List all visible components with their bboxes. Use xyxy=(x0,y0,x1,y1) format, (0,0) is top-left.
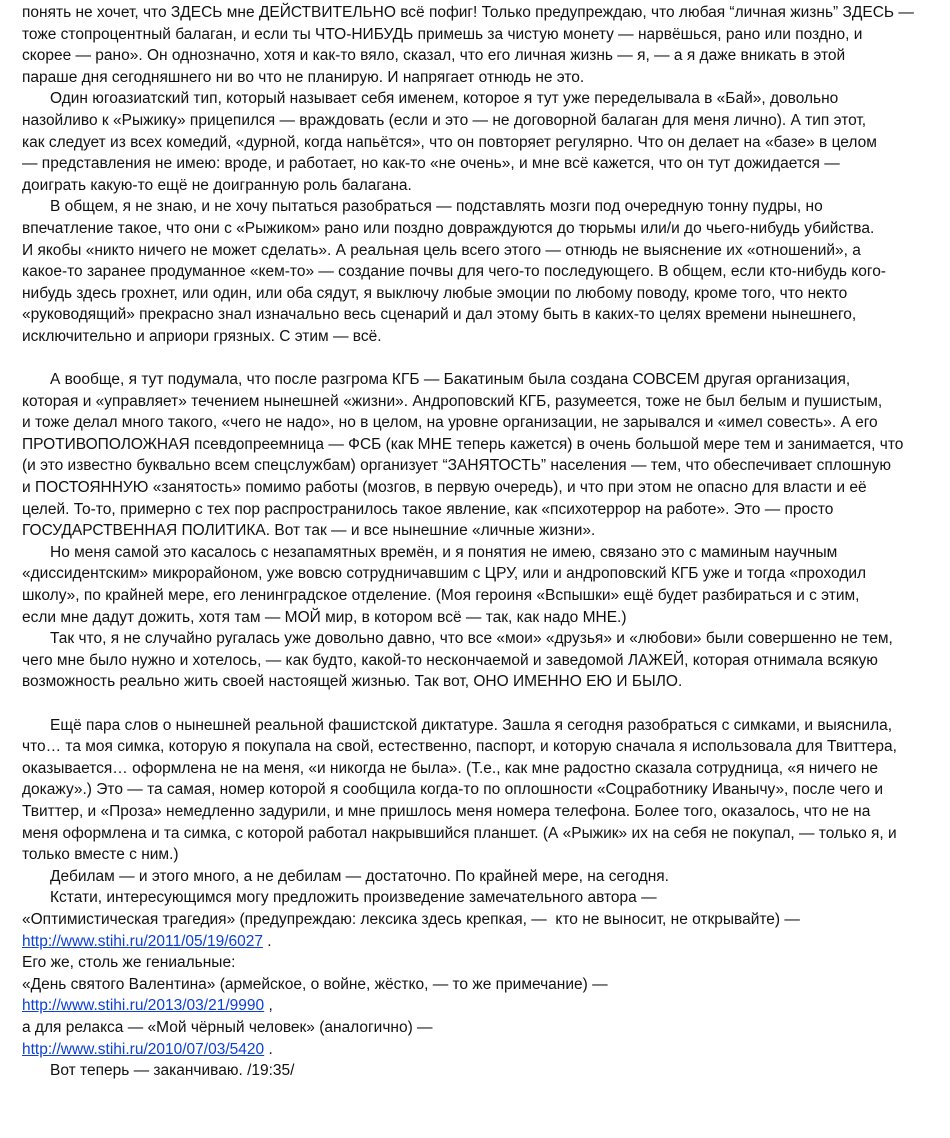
text-segment: Так что, я не случайно ругалась уже довольно давно, что все «мои» «друзья» и «любови» были совершенно не тем, xyxy=(50,630,893,648)
text-line xyxy=(22,455,932,477)
text-segment: «руководящий» прекрасно знал изначально весь сценарий и дал этому быть в каких-то целях времени нынешнего, xyxy=(22,306,857,324)
text-segment: назойливо к «Рыжику» прицепился — враждовать (если и это — не договорной балаган для меня лично). А тип этот, xyxy=(22,111,867,129)
text-line xyxy=(22,196,932,218)
text-segment: Дебилам — и этого много, а не дебилам — достаточно. По крайней мере, на сегодня. xyxy=(50,867,669,885)
text-line xyxy=(22,218,932,240)
text-segment: ПРОТИВОПОЛОЖНАЯ псевдопреемница — ФСБ (как МНЕ теперь кажется) в очень большой мере тем и занимается, что xyxy=(22,435,904,453)
text-line xyxy=(22,995,932,1017)
text-line xyxy=(22,132,932,154)
text-segment: Ещё пара слов о нынешней реальной фашистской диктатуре. Зашла я сегодня разобраться с симками, и выяснила, xyxy=(50,716,893,734)
text-segment: «День святого Валентина» (армейское, о войне, жёстко, — то же примечание) — xyxy=(22,975,608,993)
text-line xyxy=(22,326,932,348)
text-line xyxy=(22,240,932,262)
text-segment: . xyxy=(264,1040,273,1058)
text-segment: что… та моя симка, которую я покупала на свой, естественно, паспорт, и которую сначала я использовала для Твиттера, xyxy=(22,738,897,756)
text-line xyxy=(22,823,932,845)
text-line xyxy=(22,758,932,780)
text-segment: Его же, столь же гениальные: xyxy=(22,954,236,972)
text-segment: Но меня самой это касалось с незапамятных времён, и я понятия не имею, связано это с маминым научным xyxy=(50,543,838,561)
text-segment: и тоже делал много такого, «чего не надо», но в целом, на уровне организации, не зарывался и «имел совесть». А его xyxy=(22,414,878,432)
hyperlink[interactable]: http://www.stihi.ru/2011/05/19/6027 xyxy=(22,932,263,950)
hyperlink[interactable]: http://www.stihi.ru/2010/07/03/5420 xyxy=(22,1040,265,1058)
text-segment: ГОСУДАРСТВЕННАЯ ПОЛИТИКА. Вот так — и все нынешние «личные жизни». xyxy=(22,522,596,540)
text-segment: Один югоазиатский тип, который называет себя именем, которое я тут уже переделывала в «Бай», довольно xyxy=(50,90,839,108)
text-line xyxy=(22,520,932,542)
hyperlink[interactable]: http://www.stihi.ru/2013/03/21/9990 xyxy=(22,997,265,1015)
text-line xyxy=(22,67,932,89)
text-segment: возможность реально жить своей настоящей жизнью. Так вот, ОНО ИМЕННО ЕЮ И БЫЛО. xyxy=(22,673,683,691)
blank-line xyxy=(22,348,932,370)
text-segment: (и это известно буквально всем спецслужбам) организует “ЗАНЯТОСТЬ” населения — тем, что обеспечивает сплошную xyxy=(22,457,891,475)
text-segment: оказывается… оформлена не на меня, «и никогда не была». (Т.е., как мне радостно сказала сотрудница, «я ничего не xyxy=(22,759,879,777)
text-segment: чего мне было нужно и хотелось, — как будто, какой-то нескончаемой и заведомой ЛАЖЕЙ, которая отнимала всякую xyxy=(22,651,878,669)
text-segment: исключительно и априори грязных. С этим — всё. xyxy=(22,327,382,345)
text-line xyxy=(22,477,932,499)
text-segment: понять не хочет, что ЗДЕСЬ мне ДЕЙСТВИТЕЛЬНО всё пофиг! Только предупреждаю, что любая “личная жизнь” ЗДЕСЬ — xyxy=(22,4,914,21)
text-line xyxy=(22,88,932,110)
text-segment: И якобы «никто ничего не может сделать». А реальная цель всего этого — отнюдь не выяснение их «отношений», а xyxy=(22,241,861,259)
text-segment: только вместе с ним.) xyxy=(22,846,179,864)
text-segment: тоже стопроцентный балаган, и если ты ЧТО-НИБУДЬ примешь за чистую монету — нарвёшься, рано или поздно, и xyxy=(22,25,863,43)
text-segment: В общем, я не знаю, и не хочу пытаться разобраться — подставлять мозги под очередную тонну пудры, но xyxy=(50,198,823,216)
text-line xyxy=(22,628,932,650)
blank-line xyxy=(22,693,932,715)
text-line xyxy=(22,2,932,24)
text-line xyxy=(22,304,932,326)
text-segment: , xyxy=(264,997,273,1015)
text-segment: какое-то заранее продуманное «кем-то» — создание почвы для чего-то последующего. В общем, если кто-нибудь кого- xyxy=(22,263,886,281)
text-line xyxy=(22,261,932,283)
text-segment: а для релакса — «Мой чёрный человек» (аналогично) — xyxy=(22,1018,433,1036)
text-line xyxy=(22,369,932,391)
text-line xyxy=(22,434,932,456)
text-line xyxy=(22,563,932,585)
text-line xyxy=(22,736,932,758)
text-line xyxy=(22,412,932,434)
text-line xyxy=(22,153,932,175)
text-segment: параше дня сегодняшнего ни во что не планирую. И напрягает отнюдь не это. xyxy=(22,68,585,86)
text-line xyxy=(22,1039,932,1061)
text-line xyxy=(22,391,932,413)
text-segment: скорее — рано». Он однозначно, хотя и как-то вяло, сказал, что его личная жизнь — я, — а я даже вникать в этой xyxy=(22,47,846,65)
text-line xyxy=(22,542,932,564)
text-segment: Вот теперь — заканчиваю. /19:35/ xyxy=(50,1062,295,1080)
text-segment: «диссидентским» микрорайоном, уже вовсю сотрудничавшим с ЦРУ, или и андроповский КГБ уже и тогда «проходил xyxy=(22,565,867,583)
text-segment: докажу».) Это — та самая, номер которой я сообщила когда-то по оплошности «Соцработнику Иванычу», после чего и xyxy=(22,781,883,799)
text-line xyxy=(22,607,932,629)
text-line xyxy=(22,801,932,823)
text-line xyxy=(22,110,932,132)
text-segment: как следует из всех комедий, «дурной, когда напьётся», что он повторяет регулярно. Что он делает на «базе» в целом xyxy=(22,133,877,151)
text-segment: целей. То-то, примерно с тех пор распространилось такое явление, как «психотеррор на работе». Это — просто xyxy=(22,500,834,518)
text-segment: которая и «управляет» течением нынешней «жизни». Андроповский КГБ, разумеется, тоже не был белым и пушистым, xyxy=(22,392,883,410)
text-line xyxy=(22,45,932,67)
text-segment: Кстати, интересующимся могу предложить произведение замечательного автора — xyxy=(50,889,657,907)
text-segment: впечатление такое, что они с «Рыжиком» рано или поздно довраждуются до тюрьмы или/и до чьего-нибудь убийства. xyxy=(22,219,875,237)
text-line xyxy=(22,1017,932,1039)
text-segment: «Оптимистическая трагедия» (предупреждаю: лексика здесь крепкая, — кто не выносит, не открывайте) — xyxy=(22,910,800,928)
text-segment: — представления не имею: вроде, и работает, но как-то «не очень», и мне всё кажется, что он тут дожидается — xyxy=(22,155,840,173)
text-line xyxy=(22,283,932,305)
text-line xyxy=(22,866,932,888)
text-segment: и ПОСТОЯННУЮ «занятость» помимо работы (мозгов, в первую очередь), и что при этом не опасно для власти и её xyxy=(22,479,867,497)
text-line xyxy=(22,931,932,953)
text-line xyxy=(22,887,932,909)
text-line xyxy=(22,909,932,931)
text-line xyxy=(22,671,932,693)
text-segment: меня оформлена и та симка, с которой работал накрывшийся планшет. (А «Рыжик» их на себя не покупал, — только я, и xyxy=(22,824,897,842)
text-segment: Твиттер, и «Проза» немедленно задурили, и мне пришлось меня номера телефона. Более того, оказалось, что не на xyxy=(22,802,871,820)
text-segment: школу», по крайней мере, его ленинградское отделение. (Моя героиня «Вспышки» ещё будет разбираться и с этим, xyxy=(22,587,860,605)
text-line xyxy=(22,974,932,996)
text-line xyxy=(22,175,932,197)
text-segment: доиграть какую-то ещё не доигранную роль балагана. xyxy=(22,176,412,194)
text-line xyxy=(22,24,932,46)
text-line xyxy=(22,499,932,521)
text-line xyxy=(22,952,932,974)
text-segment: нибудь здесь грохнет, или один, или оба сядут, я выключу любые эмоции по любому поводу, кроме того, что некто xyxy=(22,284,848,302)
text-line xyxy=(22,715,932,737)
text-segment: если мне дадут дожить, хотя там — МОЙ мир, в котором всё — так, как надо МНЕ.) xyxy=(22,608,627,626)
text-line xyxy=(22,844,932,866)
text-segment: . xyxy=(262,932,272,950)
text-line xyxy=(22,1060,932,1082)
text-line xyxy=(22,779,932,801)
text-line xyxy=(22,585,932,607)
text-line xyxy=(22,650,932,672)
text-segment: А вообще, я тут подумала, что после разгрома КГБ — Бакатиным была создана СОВСЕМ другая организация, xyxy=(50,371,851,389)
